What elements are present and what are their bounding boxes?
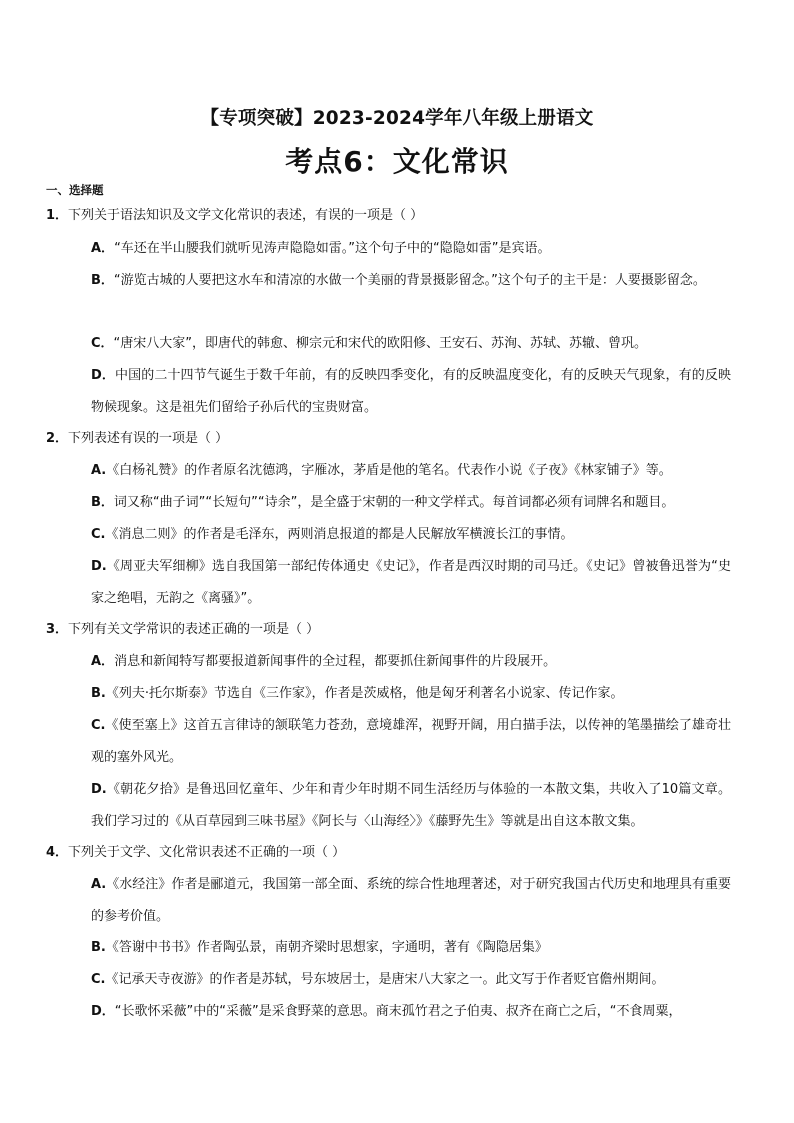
question-2-option-a <box>91 455 731 487</box>
option-text: 《周亚夫军细柳》选自我国第一部纪传体通史《史记》，作者是西汉时期的司马迁。《史记》曾被鲁迅誉为“史家之绝唱，无韵之《离骚》”。 <box>91 559 731 606</box>
question-text: 下列表述有误的一项是（ ） <box>68 431 229 446</box>
option-text: 《水经注》作者是郦道元，我国第一部全面、系统的综合性地理著述，对于研究我国古代历史和地理具有重要的参考价值。 <box>91 877 731 924</box>
option-label: C. <box>91 972 106 987</box>
option-text: 《记承天寺夜游》的作者是苏轼，号东坡居士，是唐宋八大家之一。此文写于作者贬官儋州期间。 <box>105 972 665 987</box>
question-number: 3． <box>46 622 69 637</box>
option-text: 中国的二十四节气诞生于数千年前，有的反映四季变化，有的反映温度变化，有的反映天气现象，有的反映物候现象。这是祖先们留给子孙后代的宝贵财富。 <box>91 368 731 415</box>
option-label: C. <box>91 527 106 542</box>
option-label: B. <box>91 940 106 955</box>
question-2-stem <box>46 429 746 449</box>
question-1-option-a <box>91 233 731 265</box>
option-text: “游览古城的人要把这水车和清凉的水做一个美丽的背景摄影留念。”这个句子的主干是：人要摄影留念。 <box>113 273 706 288</box>
question-1-option-c <box>91 328 731 360</box>
question-4-option-b <box>91 932 731 964</box>
option-text: 《列夫·托尔斯泰》节选自《三作家》，作者是茨威格，他是匈牙利著名小说家、传记作家。 <box>105 686 624 701</box>
question-1-option-d <box>91 360 731 424</box>
option-text: “唐宋八大家”，即唐代的韩愈、柳宗元和宋代的欧阳修、王安石、苏洵、苏轼、苏辙、曾巩。 <box>113 336 648 351</box>
question-3-option-b <box>91 678 731 710</box>
question-number: 2． <box>46 431 69 446</box>
option-label: D. <box>91 782 107 797</box>
option-label: C. <box>91 718 106 733</box>
option-text: 消息和新闻特写都要报道新闻事件的全过程，都要抓住新闻事件的片段展开。 <box>114 654 557 669</box>
question-text: 下列关于语法知识及文学文化常识的表述，有误的一项是（ ） <box>68 208 424 223</box>
question-3-option-d <box>91 774 731 838</box>
question-3-option-c <box>91 710 731 774</box>
option-text: 《消息二则》的作者是毛泽东，两则消息报道的都是人民解放军横渡长江的事情。 <box>105 527 574 542</box>
question-4-option-c <box>91 964 731 996</box>
question-1-stem <box>46 206 746 226</box>
option-label: C． <box>91 336 114 351</box>
question-4-option-d <box>91 996 731 1028</box>
question-text: 下列关于文学、文化常识表述不正确的一项（ ） <box>68 845 346 860</box>
option-text: 《朝花夕拾》是鲁迅回忆童年、少年和青少年时期不同生活经历与体验的一本散文集，共收入了10篇文章。我们学习过的《从百草园到三味书屋》《阿长与〈山海经〉》《藤野先生》等就是出自这本散文集。 <box>91 782 731 829</box>
question-3-option-a <box>91 646 731 678</box>
section-heading: 一、选择题 <box>46 183 104 197</box>
question-1-option-b <box>91 265 731 297</box>
option-label: A. <box>91 877 107 892</box>
question-number: 1． <box>46 208 69 223</box>
option-label: D． <box>91 1004 115 1019</box>
question-3-stem <box>46 620 746 640</box>
option-text: “车还在半山腰我们就听见涛声隐隐如雷。”这个句子中的“隐隐如雷”是宾语。 <box>114 241 551 256</box>
document-subtitle: 【专项突破】2023-2024学年八年级上册语文 <box>200 108 594 129</box>
option-text: 《白杨礼赞》的作者原名沈德鸿，字雁冰，茅盾是他的笔名。代表作小说《子夜》《林家铺子》等。 <box>106 463 672 478</box>
option-label: B. <box>91 686 106 701</box>
question-4-option-a <box>91 869 731 933</box>
option-label: B． <box>91 495 114 510</box>
question-2-option-b <box>91 487 731 519</box>
option-label: A. <box>91 463 107 478</box>
question-2-option-d <box>91 551 731 615</box>
option-text: 词又称“曲子词”“长短句”“诗余”，是全盛于宋朝的一种文学样式。每首词都必须有词牌名和题目。 <box>113 495 675 510</box>
question-text: 下列有关文学常识的表述正确的一项是（ ） <box>68 622 320 637</box>
question-2-option-c <box>91 519 731 551</box>
option-text: 《使至塞上》这首五言律诗的颔联笔力苍劲，意境雄浑，视野开阔，用白描手法，以传神的笔墨描绘了雄奇壮观的塞外风光。 <box>91 718 731 765</box>
option-text: “长歌怀采薇”中的“采薇”是采食野菜的意思。商末孤竹君之子伯夷、叔齐在商亡之后，“不食周粟， <box>114 1004 682 1019</box>
option-label: D． <box>91 368 116 383</box>
question-4-stem <box>46 843 746 863</box>
option-label: D. <box>91 559 107 574</box>
option-label: A． <box>91 654 115 669</box>
question-number: 4． <box>46 845 69 860</box>
option-text: 《答谢中书书》作者陶弘景，南朝齐梁时思想家，字通明，著有《陶隐居集》 <box>105 940 548 955</box>
option-label: B． <box>91 273 114 288</box>
document-title: 考点6：文化常识 <box>285 145 509 178</box>
option-label: A． <box>91 241 115 256</box>
